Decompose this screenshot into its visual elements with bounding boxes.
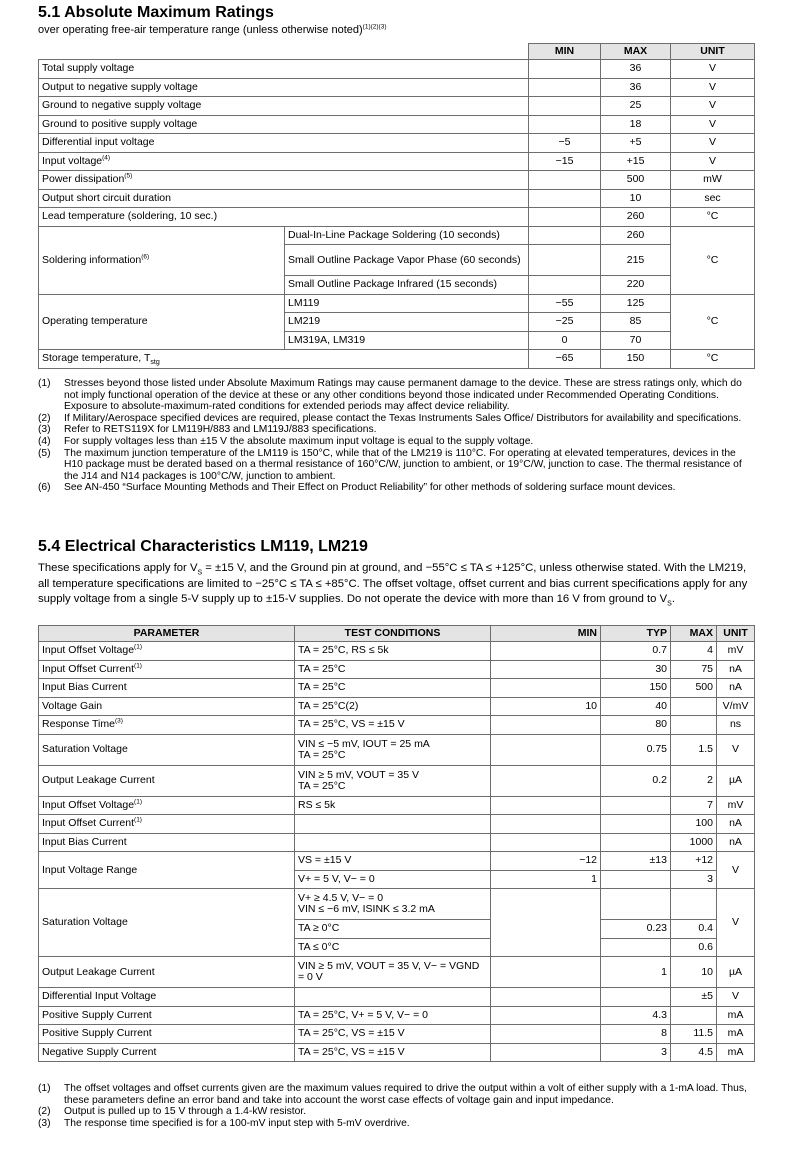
- min-cell: [491, 679, 601, 698]
- typ-cell: 80: [601, 716, 671, 735]
- footnote-ref: (6): [141, 253, 150, 260]
- condition-cell: TA = 25°C, VS = ±15 V: [295, 1043, 491, 1062]
- unit-cell: V: [671, 97, 755, 116]
- absolute-max-body: [39, 60, 755, 369]
- param-cell: Storage temperature, $T_{stg}$: [39, 350, 529, 369]
- max-cell: 4.5: [671, 1043, 717, 1062]
- param-cell: Input Offset Voltage$^{(1)}$: [39, 642, 295, 661]
- typ-cell: 0.23: [601, 920, 671, 939]
- header-max: MAX: [601, 44, 671, 60]
- min-cell: [529, 189, 601, 208]
- max-cell: 500: [601, 171, 671, 190]
- unit-cell: mA: [717, 1025, 755, 1044]
- table-row: [39, 957, 755, 988]
- table-row: [39, 988, 755, 1007]
- max-cell: 18: [601, 115, 671, 134]
- header-max: MAX: [671, 626, 717, 642]
- min-cell: [491, 1025, 601, 1044]
- footnote-ref: (1): [134, 798, 142, 806]
- unit-cell: µA: [717, 765, 755, 796]
- typ-cell: [601, 889, 671, 920]
- table-row: [39, 889, 755, 920]
- min-cell: [529, 245, 601, 276]
- section-title-absolute-max: 5.1 Absolute Maximum Ratings: [38, 4, 274, 21]
- typ-cell: 3: [601, 1043, 671, 1062]
- min-cell: [491, 988, 601, 1007]
- param-cell: Power dissipation$^{(5)}$: [39, 171, 529, 190]
- table-row: [39, 208, 755, 227]
- footnote: [38, 1083, 754, 1106]
- table-row: [39, 78, 755, 97]
- unit-cell: nA: [717, 660, 755, 679]
- header-typ: TYP: [601, 626, 671, 642]
- min-cell: [529, 208, 601, 227]
- electrical-footnotes: [38, 1083, 754, 1129]
- condition-cell: VIN ≥ 5 mV, VOUT = 35 V, V− = VGND = 0 V: [295, 957, 491, 988]
- table-row: [39, 697, 755, 716]
- param-cell: Differential input voltage: [39, 134, 529, 153]
- max-cell: 0.6: [671, 938, 717, 957]
- max-cell: 260: [601, 208, 671, 227]
- max-cell: 25: [601, 97, 671, 116]
- unit-cell: mA: [717, 1006, 755, 1025]
- param-cell: Output to negative supply voltage: [39, 78, 529, 97]
- footnote-number: (6): [38, 482, 51, 494]
- unit-cell: V: [717, 889, 755, 957]
- footnote-ref: (1): [134, 816, 142, 824]
- max-cell: 7: [671, 796, 717, 815]
- min-cell: [491, 833, 601, 852]
- param-cell: Input Bias Current: [39, 679, 295, 698]
- min-cell: −55: [529, 294, 601, 313]
- min-cell: [529, 115, 601, 134]
- param-cell: Ground to positive supply voltage: [39, 115, 529, 134]
- footnote: [38, 436, 754, 448]
- condition-cell: TA = 25°C, V+ = 5 V, V− = 0: [295, 1006, 491, 1025]
- typ-cell: ±13: [601, 852, 671, 871]
- param-cell: Ground to negative supply voltage: [39, 97, 529, 116]
- table-row: [39, 189, 755, 208]
- footnote: [38, 482, 754, 494]
- unit-cell: sec: [671, 189, 755, 208]
- min-cell: −15: [529, 152, 601, 171]
- table-header-row: [39, 626, 755, 642]
- min-cell: 1: [491, 870, 601, 889]
- min-cell: 10: [491, 697, 601, 716]
- max-cell: 3: [671, 870, 717, 889]
- absolute-max-footnotes: [38, 378, 754, 494]
- footnote-ref: (4): [102, 154, 111, 162]
- condition-cell: V+ ≥ 4.5 V, V− = 0 VIN ≤ −6 mV, ISINK ≤ 3.2 mA: [295, 889, 491, 920]
- min-cell: [529, 171, 601, 190]
- unit-cell: V: [717, 734, 755, 765]
- max-cell: 85: [601, 313, 671, 332]
- footnote-ref: (1): [134, 643, 142, 651]
- footnote-text: Output is pulled up to 15 V through a 1.4-kW resistor.: [64, 1106, 307, 1118]
- param-cell: Voltage Gain: [39, 697, 295, 716]
- header-min: MIN: [491, 626, 601, 642]
- condition-cell: Dual-In-Line Package Soldering (10 seconds): [285, 226, 529, 245]
- footnote: [38, 1118, 754, 1130]
- footnote-number: (1): [38, 378, 51, 389]
- param-cell: Output Leakage Current: [39, 765, 295, 796]
- min-cell: −25: [529, 313, 601, 332]
- max-cell: +15: [601, 152, 671, 171]
- unit-cell: V: [671, 115, 755, 134]
- min-cell: 0: [529, 331, 601, 350]
- max-cell: +12: [671, 852, 717, 871]
- table-row: [39, 294, 755, 313]
- typ-cell: 40: [601, 697, 671, 716]
- table-row: [39, 716, 755, 735]
- param-cell: Output short circuit duration: [39, 189, 529, 208]
- table-row: [39, 350, 755, 369]
- max-cell: 10: [671, 957, 717, 988]
- min-cell: [529, 276, 601, 295]
- footnote-number: (5): [38, 447, 51, 459]
- table-row: [39, 152, 755, 171]
- electrical-body: [39, 642, 755, 1062]
- param-cell: Total supply voltage: [39, 60, 529, 79]
- unit-cell: V: [671, 60, 755, 79]
- table-row: [39, 796, 755, 815]
- typ-cell: [601, 833, 671, 852]
- footnote: [38, 448, 754, 483]
- unit-cell: ns: [717, 716, 755, 735]
- max-cell: 36: [601, 60, 671, 79]
- footnote-text: The offset voltages and offset currents given are the maximum values required to drive the output within a volt of either supply with a 1-mA load. Thus, these parameters define an error band and take into account the worst case effects of voltage gain and input impedance.: [64, 1083, 747, 1106]
- min-cell: [491, 642, 601, 661]
- unit-cell: nA: [717, 833, 755, 852]
- unit-cell: V: [717, 852, 755, 889]
- condition-cell: TA = 25°C: [295, 660, 491, 679]
- param-cell: Negative Supply Current: [39, 1043, 295, 1062]
- min-cell: [491, 660, 601, 679]
- param-cell: Response Time$^{(3)}$: [39, 716, 295, 735]
- max-cell: 100: [671, 815, 717, 834]
- min-cell: [491, 716, 601, 735]
- min-cell: [491, 796, 601, 815]
- table-row: [39, 1006, 755, 1025]
- param-cell: Output Leakage Current: [39, 957, 295, 988]
- param-cell: Input Offset Current$^{(1)}$: [39, 660, 295, 679]
- unit-cell: °C: [671, 294, 755, 350]
- min-cell: −65: [529, 350, 601, 369]
- min-cell: [529, 97, 601, 116]
- footnote: [38, 424, 754, 436]
- max-cell: 75: [671, 660, 717, 679]
- footnote: [38, 378, 754, 413]
- footnote-text: The maximum junction temperature of the LM119 is 150°C, while that of the LM219 is 110°C. For operating at elevated temperatures, devices in the H10 package must be derated based on a thermal resistance of 160°C/W, junction to ambient, or 19°C/W, junction to case. The thermal resistance of the J14 and N14 packages is 100°C/W, junction to ambient.: [64, 447, 742, 482]
- condition-cell: [295, 988, 491, 1007]
- max-cell: 500: [671, 679, 717, 698]
- table-row: [39, 97, 755, 116]
- table-row: [39, 679, 755, 698]
- footnote-text: For supply voltages less than ±15 V the absolute maximum input voltage is equal to the supply voltage.: [64, 435, 534, 447]
- typ-cell: [601, 988, 671, 1007]
- typ-cell: 30: [601, 660, 671, 679]
- footnote: [38, 1106, 754, 1118]
- typ-cell: 0.7: [601, 642, 671, 661]
- footnote-number: (1): [38, 1083, 51, 1094]
- max-cell: 10: [601, 189, 671, 208]
- param-cell: Positive Supply Current: [39, 1025, 295, 1044]
- param-cell: Input Offset Current$^{(1)}$: [39, 815, 295, 834]
- unit-cell: V: [671, 152, 755, 171]
- condition-cell: LM219: [285, 313, 529, 332]
- condition-cell: TA = 25°C, VS = ±15 V: [295, 716, 491, 735]
- param-cell: Soldering information$^{(6)}$: [39, 226, 285, 294]
- footnote-number: (2): [38, 412, 51, 424]
- max-cell: 150: [601, 350, 671, 369]
- max-cell: 0.4: [671, 920, 717, 939]
- param-cell: Input Voltage Range: [39, 852, 295, 889]
- max-cell: 1000: [671, 833, 717, 852]
- unit-cell: nA: [717, 679, 755, 698]
- footnote-text: If Military/Aerospace specified devices are required, please contact the Texas Instruments Sales Office/ Distributors for availability and specifications.: [64, 412, 742, 424]
- table-row: [39, 815, 755, 834]
- max-cell: 36: [601, 78, 671, 97]
- max-cell: [671, 1006, 717, 1025]
- footnote-number: (2): [38, 1106, 51, 1118]
- table-row: [39, 226, 755, 245]
- table-row: [39, 1025, 755, 1044]
- condition-cell: VS = ±15 V: [295, 852, 491, 871]
- footnote-ref: (1): [134, 662, 142, 670]
- unit-cell: V: [717, 988, 755, 1007]
- footnote-text: Refer to RETS119X for LM119H/883 and LM119J/883 specifications.: [64, 424, 377, 436]
- typ-cell: [601, 815, 671, 834]
- min-cell: [491, 815, 601, 834]
- max-cell: [671, 697, 717, 716]
- footnote: [38, 413, 754, 425]
- footnote-ref: (5): [124, 172, 133, 180]
- unit-cell: nA: [717, 815, 755, 834]
- condition-cell: V+ = 5 V, V− = 0: [295, 870, 491, 889]
- max-cell: 1.5: [671, 734, 717, 765]
- max-cell: [671, 716, 717, 735]
- absolute-max-ratings-table: [38, 43, 755, 369]
- condition-cell: LM319A, LM319: [285, 331, 529, 350]
- unit-cell: V: [671, 78, 755, 97]
- typ-cell: [601, 938, 671, 957]
- min-cell: [529, 60, 601, 79]
- max-cell: +5: [601, 134, 671, 153]
- unit-cell: °C: [671, 208, 755, 227]
- condition-cell: LM119: [285, 294, 529, 313]
- min-cell: [529, 78, 601, 97]
- header-test-conditions: TEST CONDITIONS: [295, 626, 491, 642]
- max-cell: 220: [601, 276, 671, 295]
- max-cell: 11.5: [671, 1025, 717, 1044]
- min-cell: −12: [491, 852, 601, 871]
- param-cell: Input voltage$^{(4)}$: [39, 152, 529, 171]
- min-cell: [491, 957, 601, 988]
- param-cell: Operating temperature: [39, 294, 285, 350]
- condition-cell: TA ≥ 0°C: [295, 920, 491, 939]
- footnote-number: (3): [38, 1117, 51, 1129]
- condition-cell: [295, 833, 491, 852]
- min-cell: [491, 1006, 601, 1025]
- footnote-ref: (3): [114, 717, 123, 725]
- unit-cell: °C: [671, 350, 755, 369]
- footnote-text: Stresses beyond those listed under Absolute Maximum Ratings may cause permanent damage to the device. These are stress ratings only, which do not imply functional operation of the device at these or any other conditions beyond those indicated under Recommended Operating Conditions. Exposure to absolute-maximum-rated conditions for extended periods may affect device reliability.: [64, 378, 742, 413]
- condition-cell: VIN ≤ −5 mV, IOUT = 25 mA TA = 25°C: [295, 734, 491, 765]
- min-cell: [491, 734, 601, 765]
- max-cell: ±5: [671, 988, 717, 1007]
- param-cell: Differential Input Voltage: [39, 988, 295, 1007]
- typ-cell: 4.3: [601, 1006, 671, 1025]
- table-row: [39, 765, 755, 796]
- header-unit: UNIT: [671, 44, 755, 60]
- typ-cell: [601, 870, 671, 889]
- unit-cell: mV: [717, 642, 755, 661]
- condition-cell: TA = 25°C(2): [295, 697, 491, 716]
- min-cell: [491, 765, 601, 796]
- table-header-row: [39, 44, 755, 60]
- footnote-number: (3): [38, 424, 51, 436]
- condition-cell: [295, 815, 491, 834]
- unit-cell: mV: [717, 796, 755, 815]
- param-cell: Input Bias Current: [39, 833, 295, 852]
- unit-cell: °C: [671, 226, 755, 294]
- typ-cell: 8: [601, 1025, 671, 1044]
- condition-cell: TA ≤ 0°C: [295, 938, 491, 957]
- max-cell: 125: [601, 294, 671, 313]
- electrical-intro-paragraph: These specifications apply for $V_S = \pm 15$ V, and the Ground pin at ground, and −55°C ≤ TA ≤ +125°C, unless otherwise stated. With the LM219, all temperature specifications are limited to −25°C ≤ TA ≤ +85°C. The offset voltage, offset current and bias current specifications apply for any supply voltage from a single 5-V supply up to ±15-V supplies. Do not operate the device with more than 16 V from ground to $V_S$.: [38, 562, 748, 608]
- unit-cell: V: [671, 134, 755, 153]
- header-unit: UNIT: [717, 626, 755, 642]
- min-cell: [491, 1043, 601, 1062]
- unit-cell: mW: [671, 171, 755, 190]
- param-cell: Input Offset Voltage$^{(1)}$: [39, 796, 295, 815]
- min-cell: −5: [529, 134, 601, 153]
- header-empty: [39, 44, 529, 60]
- condition-cell: TA = 25°C, RS ≤ 5k: [295, 642, 491, 661]
- header-parameter: PARAMETER: [39, 626, 295, 642]
- typ-cell: [601, 796, 671, 815]
- subscript: stg: [150, 359, 160, 367]
- typ-cell: 1: [601, 957, 671, 988]
- min-cell: [491, 889, 601, 957]
- header-min: MIN: [529, 44, 601, 60]
- electrical-characteristics-table: [38, 625, 755, 1062]
- unit-cell: mA: [717, 1043, 755, 1062]
- param-cell: Saturation Voltage: [39, 889, 295, 957]
- condition-cell: Small Outline Package Vapor Phase (60 seconds): [285, 245, 529, 276]
- condition-cell: RS ≤ 5k: [295, 796, 491, 815]
- unit-cell: V/mV: [717, 697, 755, 716]
- section-subtitle: over operating free-air temperature range (unless otherwise noted)$^{(1)(2)(3)}$: [38, 23, 387, 36]
- table-row: [39, 134, 755, 153]
- condition-cell: TA = 25°C, VS = ±15 V: [295, 1025, 491, 1044]
- condition-cell: Small Outline Package Infrared (15 seconds): [285, 276, 529, 295]
- footnote-text: See AN-450 “Surface Mounting Methods and Their Effect on Product Reliability” for other methods of soldering surface mount devices.: [64, 482, 676, 494]
- table-row: [39, 852, 755, 871]
- max-cell: 4: [671, 642, 717, 661]
- max-cell: [671, 889, 717, 920]
- condition-cell: TA = 25°C: [295, 679, 491, 698]
- typ-cell: 0.2: [601, 765, 671, 796]
- param-cell: Saturation Voltage: [39, 734, 295, 765]
- table-row: [39, 60, 755, 79]
- table-row: [39, 833, 755, 852]
- table-row: [39, 115, 755, 134]
- min-cell: [529, 226, 601, 245]
- max-cell: 215: [601, 245, 671, 276]
- max-cell: 70: [601, 331, 671, 350]
- footnote-number: (4): [38, 435, 51, 447]
- unit-cell: µA: [717, 957, 755, 988]
- param-cell: Positive Supply Current: [39, 1006, 295, 1025]
- max-cell: 2: [671, 765, 717, 796]
- table-row: [39, 1043, 755, 1062]
- table-row: [39, 660, 755, 679]
- max-cell: 260: [601, 226, 671, 245]
- table-row: [39, 642, 755, 661]
- param-cell: Lead temperature (soldering, 10 sec.): [39, 208, 529, 227]
- section-title-electrical: 5.4 Electrical Characteristics LM119, LM219: [38, 538, 368, 555]
- footnote-text: The response time specified is for a 100-mV input step with 5-mV overdrive.: [64, 1117, 410, 1129]
- typ-cell: 150: [601, 679, 671, 698]
- table-row: [39, 171, 755, 190]
- typ-cell: 0.75: [601, 734, 671, 765]
- condition-cell: VIN ≥ 5 mV, VOUT = 35 V TA = 25°C: [295, 765, 491, 796]
- table-row: [39, 734, 755, 765]
